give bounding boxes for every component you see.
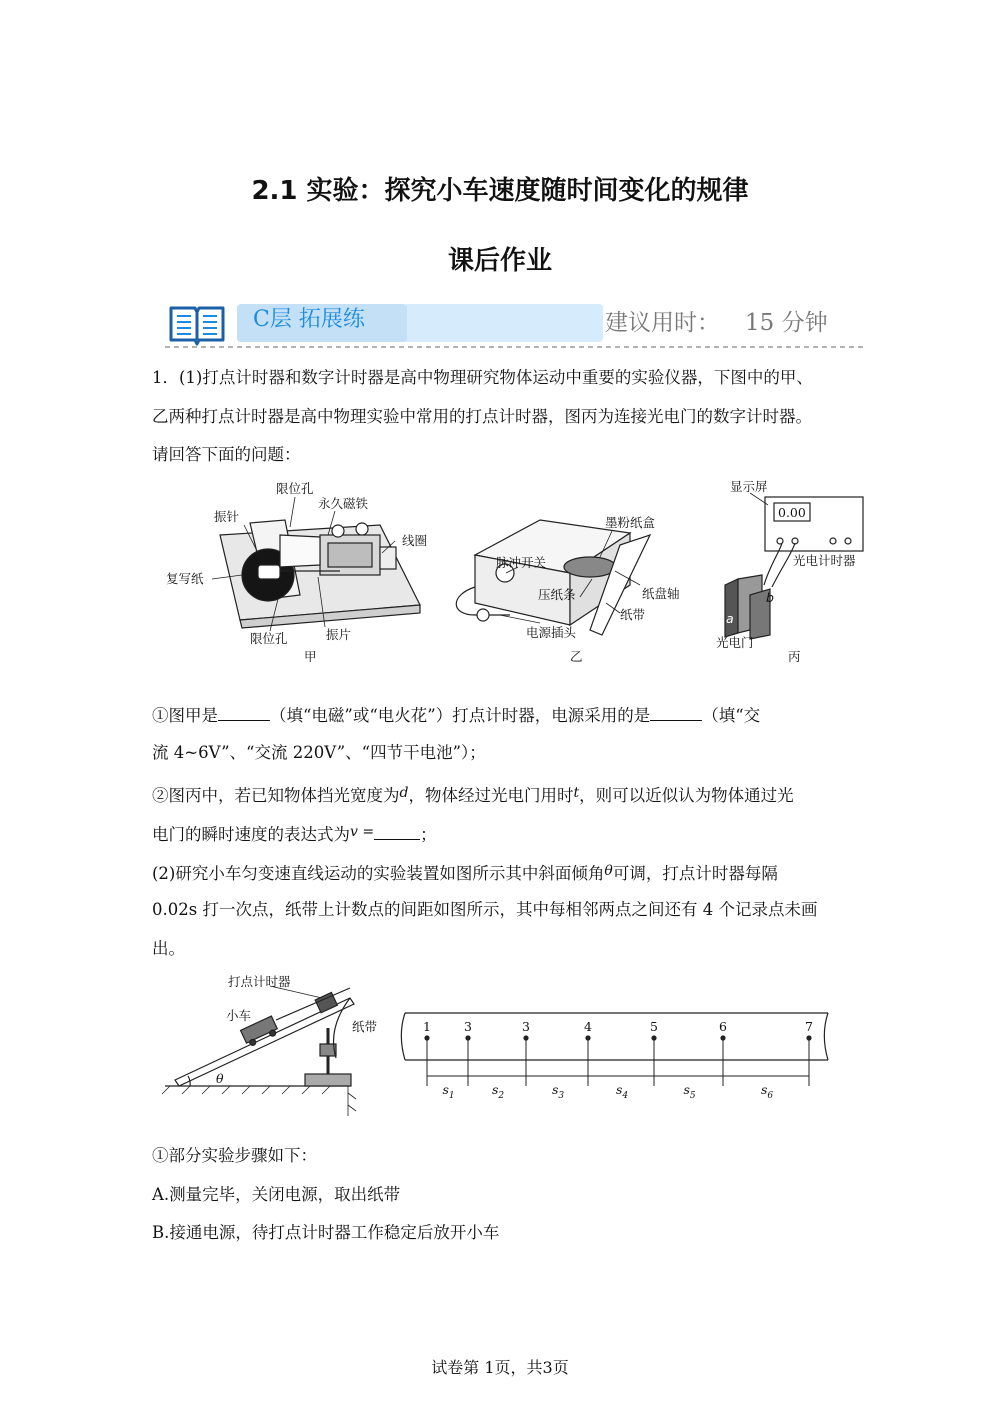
tape-point [585, 1035, 590, 1040]
tape-point [465, 1035, 470, 1040]
part2-line3: 出。 [152, 939, 185, 958]
label-paper-axis: 纸盘轴 [642, 586, 680, 601]
time-value: 15 分钟 [745, 310, 828, 336]
segment-label: $s_6$ [761, 1082, 774, 1101]
tape-point [651, 1035, 656, 1040]
label-paper-tape-2: 纸带 [352, 1019, 378, 1034]
tape-point-label: 7 [805, 1019, 813, 1034]
tape-point [720, 1035, 725, 1040]
segment-label: $s_3$ [552, 1082, 565, 1101]
label-carbon-paper: 复写纸 [166, 571, 204, 586]
answer-blank-timer-type[interactable] [218, 704, 270, 721]
caption-jia: 甲 [304, 649, 317, 664]
q2-text-a: ②图丙中，若已知物体挡光宽度为 [152, 786, 400, 805]
label-power-plug: 电源插头 [526, 625, 577, 640]
part2-line2: 0.02s 打一次点，纸带上计数点的间距如图所示，其中每相邻两点之间还有 4 个记录点未画 [152, 900, 818, 919]
label-permanent-magnet: 永久磁铁 [318, 496, 369, 511]
q1-text-b: （填“电磁”或“电火花”）打点计时器，电源采用的是 [270, 706, 651, 725]
label-dot-timer: 打点计时器 [228, 974, 291, 989]
label-display-screen: 显示屏 [730, 479, 768, 494]
page-title: 2.1 实验：探究小车速度随时间变化的规律 [251, 176, 749, 206]
label-press-strip: 压纸条 [538, 587, 576, 602]
q2-text-f: ； [420, 825, 437, 844]
tape-point-label: 3 [464, 1019, 472, 1034]
var-t: t [573, 785, 580, 801]
tape-point-label: 6 [719, 1019, 727, 1034]
p2-text-b: 可调，打点计时器每隔 [612, 864, 778, 883]
segment-label: $s_2$ [492, 1082, 505, 1101]
label-photogate: 光电门 [716, 635, 754, 650]
page-subtitle: 课后作业 [447, 246, 552, 276]
label-toner-box: 墨粉纸盒 [605, 515, 656, 530]
tape-point [523, 1035, 528, 1040]
label-angle-theta: θ [216, 1071, 224, 1086]
time-label: 建议用时： [605, 310, 720, 336]
label-vibrating-plate: 振片 [326, 627, 352, 642]
tape-point-label: 4 [584, 1019, 592, 1034]
q1-text-a: ①图甲是 [152, 706, 218, 725]
display-reading: 0.00 [778, 505, 806, 520]
tape-point [806, 1035, 811, 1040]
tape-point-label: 5 [650, 1019, 658, 1034]
question-intro-line2: 乙两种打点计时器是高中物理实验中常用的打点计时器，图丙为连接光电门的数字计时器。 [152, 407, 812, 426]
label-gate-a: a [726, 611, 734, 626]
var-theta: θ [604, 863, 613, 879]
question-part2-line2 [152, 821, 437, 846]
label-paper-tape: 纸带 [620, 607, 646, 622]
figure-timers [150, 475, 870, 675]
caption-yi: 乙 [570, 649, 583, 664]
question-part1-line2: 流 4~6V”、“交流 220V”、“四节干电池”）； [152, 743, 486, 762]
var-v: v [350, 824, 358, 840]
label-cart: 小车 [226, 1008, 252, 1023]
answer-blank-power-source[interactable] [650, 704, 702, 721]
level-label: C层 拓展练 [253, 307, 365, 332]
steps-title: ①部分实验步骤如下： [152, 1146, 317, 1165]
question-part2-line1 [152, 782, 794, 807]
equals-sign: = [357, 824, 375, 840]
q1-text-c: （填“交 [702, 706, 761, 725]
q2-text-c: ，则可以近似认为物体通过光 [579, 786, 794, 805]
page-footer: 试卷第 1页，共3页 [431, 1358, 569, 1377]
step-a: A.测量完毕，关闭电源，取出纸带 [152, 1185, 401, 1204]
p2-text-a: (2)研究小车匀变速直线运动的实验装置如图所示其中斜面倾角 [152, 864, 605, 883]
segment-label: $s_5$ [683, 1082, 696, 1101]
label-pulse-switch: 脉冲开关 [496, 555, 547, 570]
figure-incline-and-tape [150, 968, 850, 1123]
var-d: d [399, 785, 409, 801]
q2-text-e: 电门的瞬时速度的表达式为 [152, 825, 350, 844]
caption-bing: 丙 [788, 649, 801, 664]
label-gate-b: b [766, 590, 774, 605]
incline-apparatus [162, 988, 356, 1116]
answer-blank-velocity[interactable] [374, 823, 420, 840]
label-limit-hole-bottom: 限位孔 [250, 631, 288, 646]
question-intro-line3: 请回答下面的问题： [152, 445, 301, 464]
tape-point [424, 1035, 429, 1040]
part2-line1 [152, 860, 778, 885]
question-intro-line1: 1．(1)打点计时器和数字计时器是高中物理研究物体运动中重要的实验仪器，下图中的甲、 [152, 368, 813, 387]
level-banner [165, 298, 865, 350]
label-coil: 线圈 [402, 533, 428, 548]
q2-text-b: ，物体经过光电门用时 [408, 786, 574, 805]
label-limit-hole-top: 限位孔 [276, 481, 314, 496]
segment-label: $s_1$ [442, 1082, 455, 1101]
question-part1-line1 [152, 704, 760, 727]
tape-point-label: 1 [423, 1019, 431, 1034]
tape-point-label: 3 [522, 1019, 530, 1034]
step-b: B.接通电源，待打点计时器工作稳定后放开小车 [152, 1223, 500, 1242]
label-vibrating-needle: 振针 [214, 509, 240, 524]
segment-label: $s_4$ [616, 1082, 629, 1101]
label-photogate-timer: 光电计时器 [793, 553, 856, 568]
